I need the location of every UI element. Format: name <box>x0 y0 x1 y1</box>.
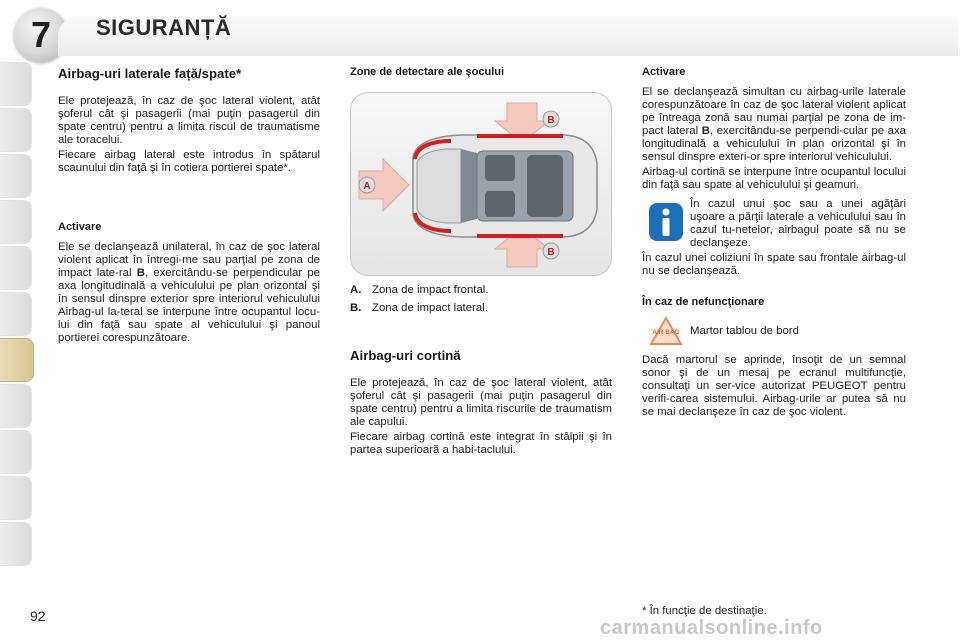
chapter-tab-7[interactable] <box>0 338 34 382</box>
chapter-tab-10[interactable] <box>0 476 32 520</box>
chapter-tab-4[interactable] <box>0 200 32 244</box>
front-seat-right <box>485 191 515 217</box>
chapter-tab-2[interactable] <box>0 108 32 152</box>
side-airbags-heading: Airbag-uri laterale față/spate* <box>58 66 242 81</box>
curtain-airbags-heading: Airbag-uri cortină <box>350 348 461 363</box>
side-airbags-para1: Ele protejează, în caz de şoc lateral violent, atât şoferul cât şi pasagerii (mai puţin pasagerul din spate centru) pentru a limita riscul de traumatisme ale toracelui. <box>58 95 320 146</box>
car-top-view-illustration <box>351 93 612 276</box>
watermark: carmanualsonline.info <box>600 617 823 639</box>
car-hood <box>417 149 461 223</box>
curtain-interposition-text: Airbag-ul cortină se interpune între ocupantul locului din faţă sau spate al vehiculului şi geamuri. <box>642 166 906 191</box>
malfunction-heading: În caz de nefuncţionare <box>642 296 765 308</box>
airbag-warning-icon <box>642 316 690 346</box>
rear-bench <box>527 155 563 217</box>
chapter-tab-11[interactable] <box>0 522 32 566</box>
label-b-bottom: B <box>547 247 555 258</box>
chapter-tab-5[interactable] <box>0 246 32 290</box>
page-number: 92 <box>30 608 46 624</box>
legend-item-a: A. Zona de impact frontal. <box>350 284 489 296</box>
front-seat-left <box>485 155 515 181</box>
chapter-tabs <box>0 62 36 568</box>
info-note <box>642 198 906 252</box>
airbag-warning-text: AIR BAG <box>652 329 680 336</box>
warning-lamp-label: Martor tablou de bord <box>690 325 799 337</box>
chapter-tab-1[interactable] <box>0 62 32 106</box>
chapter-tab-8[interactable] <box>0 384 32 428</box>
side-activation-text: Ele se declanşează unilateral, în caz de şoc lateral violent aplicat în întregi-me sau parţial pe zona de impact late-ral B, exercitându-se perpendicular pe axa longitudinală a vehiculului pe plan orizontal şi în sensul dinspre exterior spre interiorul vehiculului Airbag-ul la-teral se interpune între ocupantul locu-lui din faţă sau spate al vehiculului şi panoul portierei corespunzătoare. <box>58 241 320 344</box>
curtain-para1: Ele protejează, în caz de şoc lateral violent, atât şoferul cât şi pasagerii (mai puţin pasagerul din spate centru) pentru a limita riscurile de traumatism ale capului. <box>350 377 612 428</box>
car-windshield <box>461 149 477 223</box>
chapter-tab-6[interactable] <box>0 292 32 336</box>
footnote: * În funcţie de destinaţie. <box>642 605 767 617</box>
curtain-activation-text: El se declanşează simultan cu airbag-urile laterale corespunzătoare în caz de şoc lateral violent aplicat pe întreaga zonă sau numai parţial pe zona de im-pact lateral B, exercitându-se perpendi-cular pe axa longitudinală a vehiculului în plan orizontal şi în sensul dinspre exteri-or spre interiorul vehiculului. <box>642 86 906 163</box>
malfunction-text: Dacă martorul se aprinde, însoţit de un semnal sonor şi de un mesaj pe ecranul multifuncţie, consultaţi un ser-vice autorizat PEUGEOT pentru verifi-carea sistemului. Airbag-urile ar putea să nu se mai declanşeze în caz de şoc violent. <box>642 354 906 418</box>
page-title: SIGURANȚĂ <box>96 15 232 40</box>
label-a: A <box>363 181 371 192</box>
rear-collision-text: În cazul unei coliziuni în spate sau frontale airbag-ul nu se declanşează. <box>642 252 906 277</box>
impact-zones-diagram <box>350 92 612 276</box>
chapter-number: 7 <box>30 14 52 55</box>
column-curtain-activation <box>642 66 906 421</box>
column-side-airbags <box>58 66 320 347</box>
info-icon <box>642 198 690 252</box>
chapter-tab-9[interactable] <box>0 430 32 474</box>
column-detection-zones <box>350 66 612 459</box>
curtain-para2: Fiecare airbag cortină este integrat în stâlpii şi în partea superioară a habi-taclului. <box>350 431 612 456</box>
side-airbags-para2: Fiecare airbag lateral este introdus în spătarul scaunului din faţă şi în cotiera portierei spate*. <box>58 149 320 174</box>
chapter-tab-3[interactable] <box>0 154 32 198</box>
label-b-top: B <box>547 115 555 126</box>
info-note-text: În cazul unui şoc sau a unei agăţări uşoare a părţii laterale a vehiculului sau în cazul tu-netelor, airbagul poate să nu se declanşeze. <box>690 198 906 249</box>
legend-item-b: B. Zona de impact lateral. <box>350 302 488 314</box>
side-activation-heading: Activare <box>58 221 102 233</box>
curtain-activation-heading: Activare <box>642 66 686 78</box>
warning-lamp-row <box>642 316 906 346</box>
detection-zones-heading: Zone de detectare ale şocului <box>350 66 505 78</box>
